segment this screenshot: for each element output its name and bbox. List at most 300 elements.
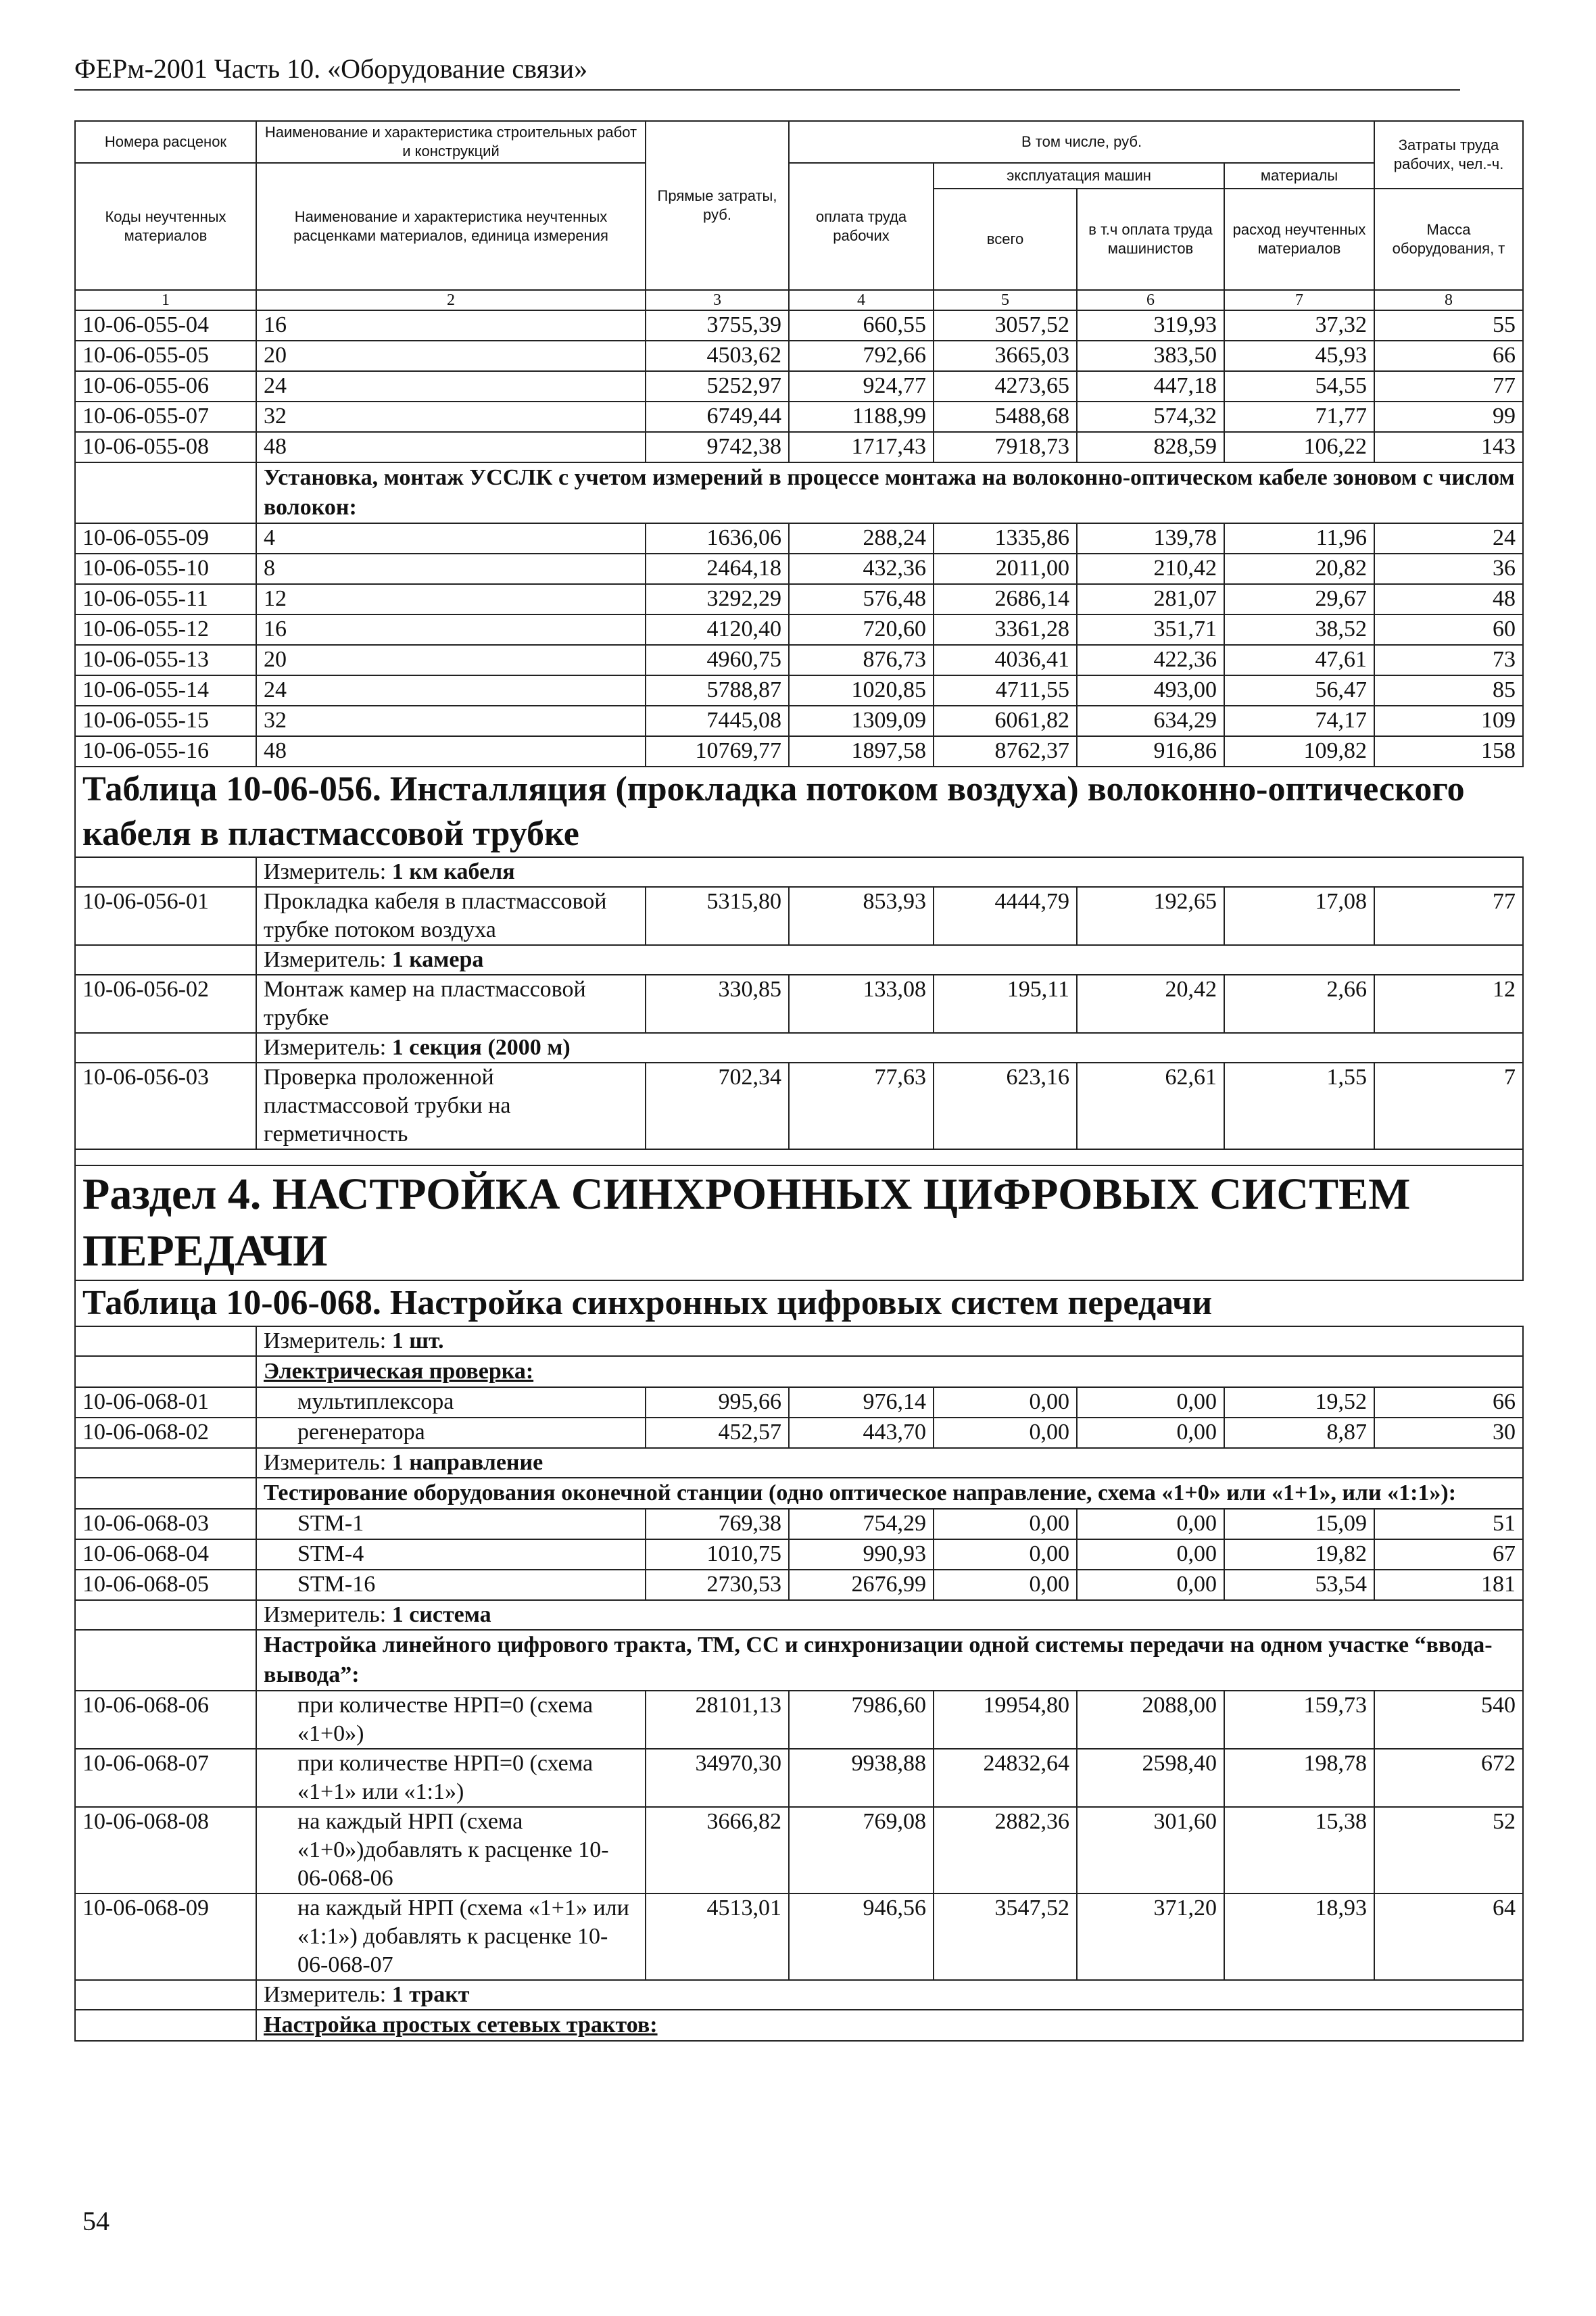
worker-pay: 1309,09: [789, 706, 934, 736]
page-header-title: ФЕРм-2001 Часть 10. «Оборудование связи»: [74, 53, 588, 84]
operator-pay: 0,00: [1077, 1570, 1224, 1600]
worker-pay: 976,14: [789, 1387, 934, 1418]
operator-pay: 383,50: [1077, 341, 1224, 371]
operator-pay: 0,00: [1077, 1509, 1224, 1539]
head-worker-pay: оплата труда рабочих: [789, 163, 934, 290]
head-direct-costs: Прямые затраты, руб.: [646, 121, 789, 290]
machines-total: 623,16: [934, 1063, 1077, 1149]
materials: 8,87: [1224, 1418, 1374, 1448]
table-row: [75, 1570, 1523, 1600]
labor-costs: 12: [1374, 975, 1523, 1033]
rate-code: 10-06-056-02: [75, 975, 256, 1033]
measure-value: 1 камера: [391, 947, 484, 972]
direct-costs: 4960,75: [646, 645, 789, 675]
materials: 17,08: [1224, 887, 1374, 945]
direct-costs: 1010,75: [646, 1539, 789, 1570]
worker-pay: 1188,99: [789, 402, 934, 432]
blank-cell: [75, 1149, 1523, 1165]
table-row: [75, 1063, 1523, 1149]
operator-pay: 828,59: [1077, 432, 1224, 462]
rate-name: 16: [256, 614, 646, 645]
rate-code: 10-06-068-05: [75, 1570, 256, 1600]
machines-total: 4036,41: [934, 645, 1077, 675]
labor-costs: 66: [1374, 341, 1523, 371]
worker-pay: 1717,43: [789, 432, 934, 462]
machines-total: 4444,79: [934, 887, 1077, 945]
machines-total: 1335,86: [934, 523, 1077, 554]
operator-pay: 422,36: [1077, 645, 1224, 675]
worker-pay: 576,48: [789, 584, 934, 614]
direct-costs: 995,66: [646, 1387, 789, 1418]
table-row: [75, 523, 1523, 554]
worker-pay: 792,66: [789, 341, 934, 371]
blank-cell: [75, 1326, 256, 1356]
direct-costs: 7445,08: [646, 706, 789, 736]
rate-name: 24: [256, 675, 646, 706]
operator-pay: 2598,40: [1077, 1749, 1224, 1807]
rate-name: Монтаж камер на пластмассовой трубке: [256, 975, 646, 1033]
colnum: 7: [1224, 290, 1374, 310]
materials: 53,54: [1224, 1570, 1374, 1600]
machines-total: 4273,65: [934, 371, 1077, 402]
rate-name: 48: [256, 736, 646, 767]
rate-code: 10-06-055-06: [75, 371, 256, 402]
materials: 2,66: [1224, 975, 1374, 1033]
labor-costs: 158: [1374, 736, 1523, 767]
machines-total: 4711,55: [934, 675, 1077, 706]
rate-code: 10-06-055-14: [75, 675, 256, 706]
table-row: [75, 554, 1523, 584]
rows-068-c: [75, 1691, 1523, 1980]
rate-code: 10-06-068-02: [75, 1418, 256, 1448]
machines-total: 0,00: [934, 1570, 1077, 1600]
table-row: [75, 402, 1523, 432]
operator-pay: 301,60: [1077, 1807, 1224, 1893]
operator-pay: 447,18: [1077, 371, 1224, 402]
machines-total: 2686,14: [934, 584, 1077, 614]
measure-value: 1 км кабеля: [391, 859, 515, 884]
rate-name: 20: [256, 645, 646, 675]
direct-costs: 3755,39: [646, 310, 789, 341]
labor-costs: 73: [1374, 645, 1523, 675]
rate-name: 48: [256, 432, 646, 462]
table-row: [75, 1749, 1523, 1807]
measure-line: [256, 1980, 1523, 2010]
rate-name: Проверка проложенной пластмассовой трубки на герметичность: [256, 1063, 646, 1149]
blank-cell: [75, 1630, 256, 1691]
rate-code: 10-06-068-09: [75, 1893, 256, 1980]
table-row: [75, 1387, 1523, 1418]
rate-code: 10-06-055-13: [75, 645, 256, 675]
header-divider: [74, 89, 1460, 91]
blank-cell: [75, 462, 256, 523]
worker-pay: 1897,58: [789, 736, 934, 767]
rate-code: 10-06-055-05: [75, 341, 256, 371]
direct-costs: 9742,38: [646, 432, 789, 462]
operator-pay: 0,00: [1077, 1418, 1224, 1448]
measure-value: 1 шт.: [391, 1328, 444, 1353]
direct-costs: 1636,06: [646, 523, 789, 554]
blank-cell: [75, 1600, 256, 1630]
materials: 29,67: [1224, 584, 1374, 614]
measure-value: 1 секция (2000 м): [391, 1035, 571, 1060]
rate-code: 10-06-055-10: [75, 554, 256, 584]
measure-line: [256, 1600, 1523, 1630]
operator-pay: 0,00: [1077, 1539, 1224, 1570]
measure-line: [256, 1033, 1523, 1063]
measure-value: 1 направление: [391, 1450, 543, 1475]
blank-cell: [75, 1356, 256, 1387]
labor-costs: 51: [1374, 1509, 1523, 1539]
rate-code: 10-06-055-04: [75, 310, 256, 341]
rows-055-a: [75, 310, 1523, 462]
materials: 74,17: [1224, 706, 1374, 736]
rate-name: 8: [256, 554, 646, 584]
labor-costs: 24: [1374, 523, 1523, 554]
machines-total: 19954,80: [934, 1691, 1077, 1749]
worker-pay: 924,77: [789, 371, 934, 402]
rate-code: 10-06-068-07: [75, 1749, 256, 1807]
table-title-row: [75, 767, 1523, 857]
labor-costs: 30: [1374, 1418, 1523, 1448]
worker-pay: 754,29: [789, 1509, 934, 1539]
worker-pay: 288,24: [789, 523, 934, 554]
measure-label: Измеритель:: [264, 947, 387, 972]
measure-label: Измеритель:: [264, 859, 387, 884]
column-numbers-row: [75, 290, 1523, 310]
materials: 45,93: [1224, 341, 1374, 371]
table-row: [75, 341, 1523, 371]
rows-068-b: [75, 1509, 1523, 1600]
direct-costs: 28101,13: [646, 1691, 789, 1749]
rate-code: 10-06-055-16: [75, 736, 256, 767]
machines-total: 2882,36: [934, 1807, 1077, 1893]
measure-label: Измеритель:: [264, 1982, 387, 2007]
operator-pay: 210,42: [1077, 554, 1224, 584]
blank-cell: [75, 857, 256, 887]
direct-costs: 4513,01: [646, 1893, 789, 1980]
blank-cell: [75, 2010, 256, 2041]
measure-value: 1 тракт: [391, 1982, 470, 2007]
rate-name: регенератора: [256, 1418, 646, 1448]
head-equipment-mass: Масса оборудования, т: [1374, 189, 1523, 290]
operator-pay: 319,93: [1077, 310, 1224, 341]
worker-pay: 7986,60: [789, 1691, 934, 1749]
direct-costs: 330,85: [646, 975, 789, 1033]
worker-pay: 443,70: [789, 1418, 934, 1448]
head-work-name: Наименование и характеристика строительных работ и конструкций: [256, 121, 646, 163]
direct-costs: 5315,80: [646, 887, 789, 945]
rate-code: 10-06-055-07: [75, 402, 256, 432]
labor-costs: 52: [1374, 1807, 1523, 1893]
labor-costs: 67: [1374, 1539, 1523, 1570]
operator-pay: 0,00: [1077, 1387, 1224, 1418]
head-labor-costs: Затраты труда рабочих, чел.-ч.: [1374, 121, 1523, 189]
worker-pay: 720,60: [789, 614, 934, 645]
table-row: [75, 371, 1523, 402]
materials: 106,22: [1224, 432, 1374, 462]
rate-code: 10-06-068-08: [75, 1807, 256, 1893]
materials: 47,61: [1224, 645, 1374, 675]
table-row: [75, 614, 1523, 645]
table-title-row: [75, 1280, 1523, 1326]
materials: 18,93: [1224, 1893, 1374, 1980]
labor-costs: 540: [1374, 1691, 1523, 1749]
rate-name: Прокладка кабеля в пластмассовой трубке потоком воздуха: [256, 887, 646, 945]
table-row: [75, 1691, 1523, 1749]
colnum: 4: [789, 290, 934, 310]
head-material-codes: Коды неучтенных материалов: [75, 163, 256, 290]
rows-055-b: [75, 523, 1523, 767]
section-title: Раздел 4. НАСТРОЙКА СИНХРОННЫХ ЦИФРОВЫХ СИСТЕМ ПЕРЕДАЧИ: [75, 1165, 1523, 1280]
labor-costs: 36: [1374, 554, 1523, 584]
table-row: [75, 675, 1523, 706]
materials: 19,52: [1224, 1387, 1374, 1418]
section-title-row: [75, 1165, 1523, 1280]
materials: 37,32: [1224, 310, 1374, 341]
operator-pay: 493,00: [1077, 675, 1224, 706]
machines-total: 2011,00: [934, 554, 1077, 584]
worker-pay: 133,08: [789, 975, 934, 1033]
labor-costs: 181: [1374, 1570, 1523, 1600]
operator-pay: 916,86: [1077, 736, 1224, 767]
colnum: 1: [75, 290, 256, 310]
operator-pay: 192,65: [1077, 887, 1224, 945]
direct-costs: 6749,44: [646, 402, 789, 432]
rate-name: на каждый НРП (схема «1+1» или «1:1») добавлять к расценке 10-06-068-07: [256, 1893, 646, 1980]
machines-total: 0,00: [934, 1509, 1077, 1539]
machines-total: 3665,03: [934, 341, 1077, 371]
table-row: [75, 310, 1523, 341]
labor-costs: 64: [1374, 1893, 1523, 1980]
labor-costs: 672: [1374, 1749, 1523, 1807]
section-row: [75, 462, 1523, 523]
head-operator-pay: в т.ч оплата труда машинистов: [1077, 189, 1224, 290]
machines-total: 3057,52: [934, 310, 1077, 341]
colnum: 3: [646, 290, 789, 310]
table-row: [75, 1807, 1523, 1893]
machines-total: 195,11: [934, 975, 1077, 1033]
machines-total: 8762,37: [934, 736, 1077, 767]
rate-name: 16: [256, 310, 646, 341]
table-row: [75, 645, 1523, 675]
rate-code: 10-06-068-06: [75, 1691, 256, 1749]
worker-pay: 77,63: [789, 1063, 934, 1149]
measure-label: Измеритель:: [264, 1450, 387, 1475]
table-row: [75, 975, 1523, 1033]
direct-costs: 3666,82: [646, 1807, 789, 1893]
rate-name: 24: [256, 371, 646, 402]
machines-total: 3547,52: [934, 1893, 1077, 1980]
direct-costs: 2464,18: [646, 554, 789, 584]
rate-name: STM-4: [256, 1539, 646, 1570]
direct-costs: 769,38: [646, 1509, 789, 1539]
rate-name: STM-1: [256, 1509, 646, 1539]
machines-total: 5488,68: [934, 402, 1077, 432]
materials: 54,55: [1224, 371, 1374, 402]
rate-code: 10-06-055-12: [75, 614, 256, 645]
rate-name: на каждый НРП (схема «1+0»)добавлять к расценке 10-06-068-06: [256, 1807, 646, 1893]
direct-costs: 4503,62: [646, 341, 789, 371]
measure-label: Измеритель:: [264, 1035, 387, 1060]
rate-name: 32: [256, 402, 646, 432]
table-row: [75, 887, 1523, 945]
materials: 109,82: [1224, 736, 1374, 767]
rate-name: при количестве НРП=0 (схема «1+0»): [256, 1691, 646, 1749]
rate-code: 10-06-056-03: [75, 1063, 256, 1149]
worker-pay: 876,73: [789, 645, 934, 675]
labor-costs: 48: [1374, 584, 1523, 614]
machines-total: 0,00: [934, 1418, 1077, 1448]
machines-total: 0,00: [934, 1539, 1077, 1570]
subsection-heading: Настройка линейного цифрового тракта, ТМ, СС и синхронизации одной системы передачи на одном участке “ввода-вывода”:: [256, 1630, 1523, 1691]
machines-total: 7918,73: [934, 432, 1077, 462]
worker-pay: 853,93: [789, 887, 934, 945]
direct-costs: 5788,87: [646, 675, 789, 706]
blank-cell: [75, 1448, 256, 1478]
subsection-heading: Тестирование оборудования оконечной станции (одно оптическое направление, схема «1+0» или «1+1», или «1:1»):: [256, 1478, 1523, 1509]
table-row: [75, 432, 1523, 462]
rate-name: при количестве НРП=0 (схема «1+1» или «1:1»): [256, 1749, 646, 1807]
measure-line: [256, 945, 1523, 975]
measure-line: [256, 857, 1523, 887]
labor-costs: 55: [1374, 310, 1523, 341]
head-including: В том числе, руб.: [789, 121, 1374, 163]
direct-costs: 34970,30: [646, 1749, 789, 1807]
materials: 198,78: [1224, 1749, 1374, 1807]
operator-pay: 371,20: [1077, 1893, 1224, 1980]
table-row: [75, 1418, 1523, 1448]
table-row: [75, 1893, 1523, 1980]
labor-costs: 60: [1374, 614, 1523, 645]
machines-total: 6061,82: [934, 706, 1077, 736]
rate-name: 20: [256, 341, 646, 371]
operator-pay: 351,71: [1077, 614, 1224, 645]
blank-cell: [75, 1478, 256, 1509]
rate-code: 10-06-055-15: [75, 706, 256, 736]
head-material-name: Наименование и характеристика неучтенных расценками материалов, единица измерения: [256, 163, 646, 290]
measure-label: Измеритель:: [264, 1602, 387, 1627]
table-title: Таблица 10-06-056. Инсталляция (прокладка потоком воздуха) волоконно-оптического кабеля в пластмассовой трубке: [75, 767, 1523, 857]
table-row: [75, 736, 1523, 767]
direct-costs: 702,34: [646, 1063, 789, 1149]
materials: 20,82: [1224, 554, 1374, 584]
materials: 1,55: [1224, 1063, 1374, 1149]
table-title: Таблица 10-06-068. Настройка синхронных цифровых систем передачи: [75, 1280, 1523, 1326]
blank-cell: [75, 945, 256, 975]
machines-total: 0,00: [934, 1387, 1077, 1418]
direct-costs: 10769,77: [646, 736, 789, 767]
head-rate-number: Номера расценок: [75, 121, 256, 163]
colnum: 5: [934, 290, 1077, 310]
table-row: [75, 1509, 1523, 1539]
colnum: 2: [256, 290, 646, 310]
labor-costs: 85: [1374, 675, 1523, 706]
measure-label: Измеритель:: [264, 1328, 387, 1353]
operator-pay: 139,78: [1077, 523, 1224, 554]
worker-pay: 2676,99: [789, 1570, 934, 1600]
rate-name: 32: [256, 706, 646, 736]
direct-costs: 452,57: [646, 1418, 789, 1448]
materials: 38,52: [1224, 614, 1374, 645]
head-machines: эксплуатация машин: [934, 163, 1224, 189]
labor-costs: 99: [1374, 402, 1523, 432]
materials: 19,82: [1224, 1539, 1374, 1570]
measure-value: 1 система: [391, 1602, 491, 1627]
operator-pay: 634,29: [1077, 706, 1224, 736]
worker-pay: 990,93: [789, 1539, 934, 1570]
direct-costs: 2730,53: [646, 1570, 789, 1600]
table-row: [75, 706, 1523, 736]
rate-code: 10-06-068-01: [75, 1387, 256, 1418]
worker-pay: 660,55: [789, 310, 934, 341]
rates-table: [74, 120, 1524, 2042]
labor-costs: 143: [1374, 432, 1523, 462]
table-row: [75, 584, 1523, 614]
worker-pay: 9938,88: [789, 1749, 934, 1807]
measure-line: [256, 1448, 1523, 1478]
section-heading: Установка, монтаж УССЛК с учетом измерений в процессе монтажа на волоконно-оптическом кабеле зоновом с числом волокон:: [256, 462, 1523, 523]
machines-total: 24832,64: [934, 1749, 1077, 1807]
operator-pay: 2088,00: [1077, 1691, 1224, 1749]
head-materials: материалы: [1224, 163, 1374, 189]
rate-code: 10-06-055-09: [75, 523, 256, 554]
rate-code: 10-06-056-01: [75, 887, 256, 945]
rate-name: STM-16: [256, 1570, 646, 1600]
labor-costs: 7: [1374, 1063, 1523, 1149]
table-row: [75, 1539, 1523, 1570]
blank-cell: [75, 1033, 256, 1063]
rate-code: 10-06-068-03: [75, 1509, 256, 1539]
rate-name: 12: [256, 584, 646, 614]
blank-cell: [75, 1980, 256, 2010]
operator-pay: 574,32: [1077, 402, 1224, 432]
subsection-heading: Настройка простых сетевых трактов:: [256, 2010, 1523, 2041]
measure-line: [256, 1326, 1523, 1356]
materials: 15,09: [1224, 1509, 1374, 1539]
operator-pay: 62,61: [1077, 1063, 1224, 1149]
worker-pay: 1020,85: [789, 675, 934, 706]
colnum: 6: [1077, 290, 1224, 310]
labor-costs: 66: [1374, 1387, 1523, 1418]
rows-068-a: [75, 1387, 1523, 1448]
head-machines-total: всего: [934, 189, 1077, 290]
materials: 11,96: [1224, 523, 1374, 554]
operator-pay: 281,07: [1077, 584, 1224, 614]
direct-costs: 5252,97: [646, 371, 789, 402]
worker-pay: 432,36: [789, 554, 934, 584]
rate-code: 10-06-055-11: [75, 584, 256, 614]
materials: 15,38: [1224, 1807, 1374, 1893]
direct-costs: 4120,40: [646, 614, 789, 645]
rate-code: 10-06-055-08: [75, 432, 256, 462]
operator-pay: 20,42: [1077, 975, 1224, 1033]
page-number: 54: [82, 2206, 110, 2236]
machines-total: 3361,28: [934, 614, 1077, 645]
labor-costs: 77: [1374, 887, 1523, 945]
labor-costs: 109: [1374, 706, 1523, 736]
rate-name: 4: [256, 523, 646, 554]
rate-code: 10-06-068-04: [75, 1539, 256, 1570]
worker-pay: 769,08: [789, 1807, 934, 1893]
worker-pay: 946,56: [789, 1893, 934, 1980]
colnum: 8: [1374, 290, 1523, 310]
materials: 71,77: [1224, 402, 1374, 432]
rate-name: мультиплексора: [256, 1387, 646, 1418]
direct-costs: 3292,29: [646, 584, 789, 614]
labor-costs: 77: [1374, 371, 1523, 402]
subsection-heading: Электрическая проверка:: [256, 1356, 1523, 1387]
